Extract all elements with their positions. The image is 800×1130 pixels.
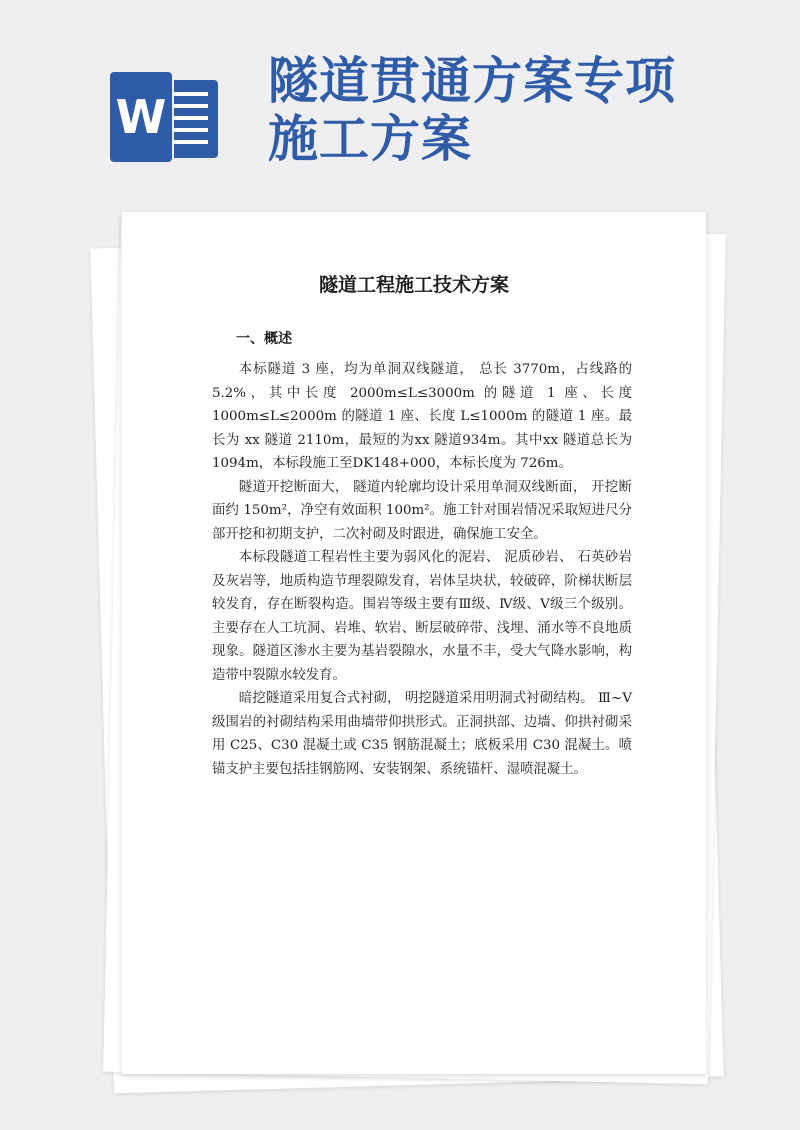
document-page (122, 212, 706, 1074)
word-icon-letter: W (110, 72, 172, 162)
paragraph-1: 本标隧道 3 座，均为单洞双线隧道， 总长 3770m，占线路的 5.2%，其中长度 2000m≤L≤3000m 的隧道 1 座、长度 1000m≤L≤2000m 的隧道 1 座、长度 L≤1000m 的隧道 1 座。最长为 xx 隧道 2110m，最短的为xx 隧道934m。其中xx 隧道总长为 1094m，本标段施工至DK148+000，本标长度为 726m。 (212, 362, 632, 471)
cover-title-line-2: 施工方案 (268, 110, 472, 168)
cover-title-line-1: 隧道贯通方案专项 (268, 52, 676, 110)
paragraph-4: 暗挖隧道采用复合式衬砌， 明挖隧道采用明洞式衬砌结构。 Ⅲ~Ⅴ级围岩的衬砌结构采用曲墙带仰拱形式。正洞拱部、边墙、仰拱衬砌采用 C25、C30 混凝土或 C35 钢筋混凝土；底板采用 C30 混凝土。喷锚支护主要包括挂钢筋网、安装钢架、系统锚杆、湿喷混凝土。 (212, 691, 632, 777)
section-heading: 一、概述 (236, 331, 292, 347)
paragraph-3: 本标段隧道工程岩性主要为弱风化的泥岩、 泥质砂岩、 石英砂岩及灰岩等，地质构造节理裂隙发育，岩体呈块状，较破碎，阶梯状断层较发育，存在断裂构造。围岩等级主要有Ⅲ级、Ⅳ级、Ⅴ级三个级别。主要存在人工坑洞、岩堆、软岩、断层破碎带、浅埋、涌水等不良地质现象。隧道区渗水主要为基岩裂隙水，水量不丰，受大气降水影响，构造带中裂隙水较发育。 (212, 550, 632, 683)
word-document-icon (110, 72, 220, 162)
cover-header (0, 0, 800, 200)
document-title: 隧道工程施工技术方案 (318, 274, 509, 296)
cover-title (268, 52, 788, 168)
paragraph-2: 隧道开挖断面大， 隧道内轮廓均设计采用单洞双线断面， 开挖断面约 150m²，净空有效面积 100m²。施工针对围岩情况采取短进尺分部开挖和初期支护，二次衬砌及时跟进，确保施工安全。 (212, 479, 632, 542)
document-body (212, 358, 632, 781)
